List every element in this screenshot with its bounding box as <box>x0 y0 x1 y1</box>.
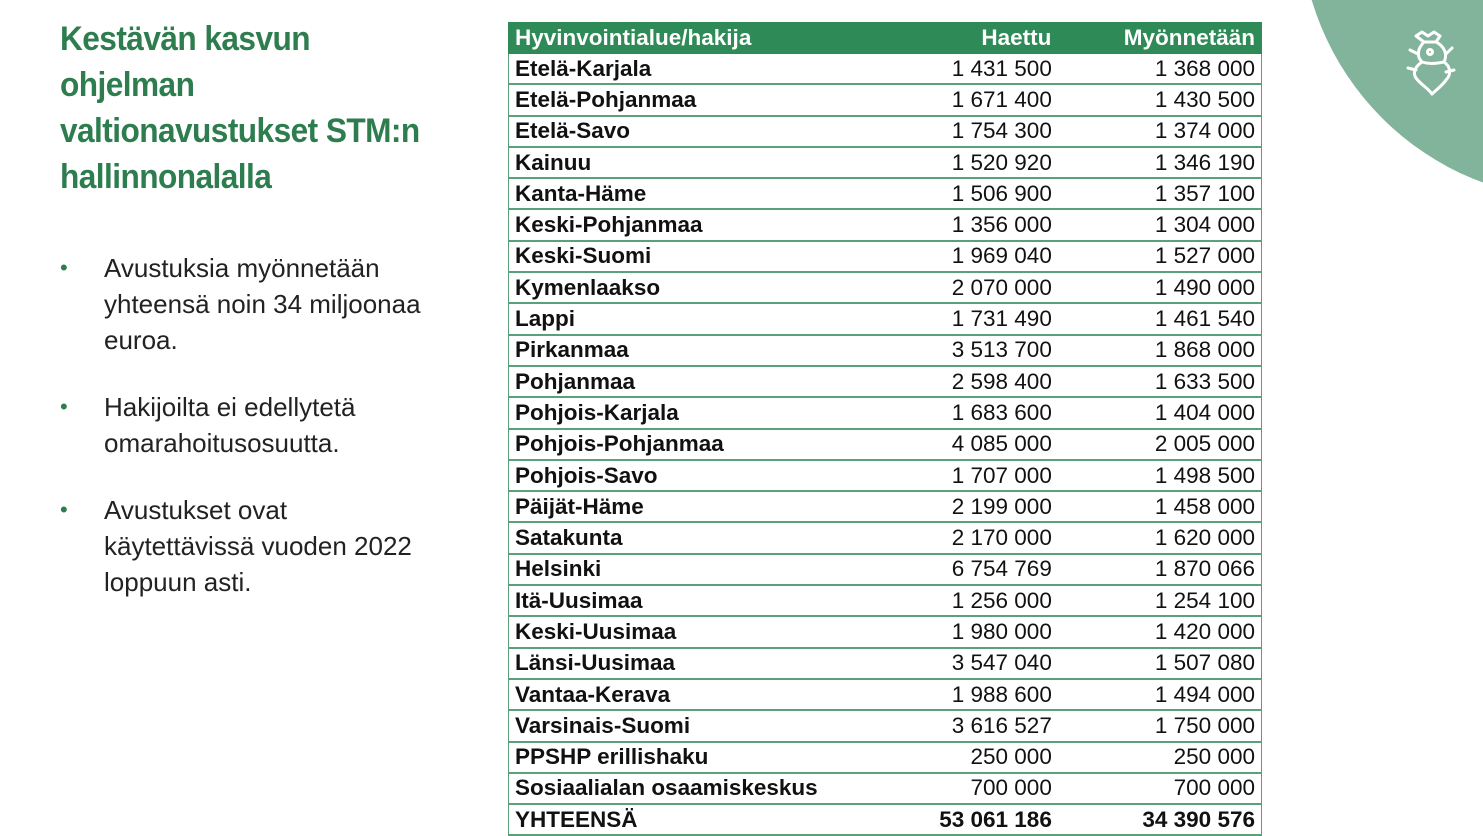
granted-cell: 700 000 <box>1058 773 1262 804</box>
bullet-item <box>60 250 440 358</box>
region-cell: Etelä-Savo <box>509 116 909 147</box>
table-row <box>509 54 1262 85</box>
granted-cell: 1 420 000 <box>1058 616 1262 647</box>
granted-cell: 34 390 576 <box>1058 804 1262 835</box>
applied-cell: 250 000 <box>908 742 1058 773</box>
granted-cell: 1 430 500 <box>1058 84 1262 115</box>
applied-cell: 53 061 186 <box>908 804 1058 835</box>
region-cell: Varsinais-Suomi <box>509 710 909 741</box>
applied-cell: 3 616 527 <box>908 710 1058 741</box>
grants-table <box>508 22 1262 836</box>
region-cell: Pohjois-Karjala <box>509 397 909 428</box>
applied-cell: 1 356 000 <box>908 209 1058 240</box>
region-cell: Vantaa-Kerava <box>509 679 909 710</box>
granted-cell: 1 490 000 <box>1058 272 1262 303</box>
bullet-item <box>60 389 440 461</box>
region-cell: Pirkanmaa <box>509 335 909 366</box>
granted-cell: 1 254 100 <box>1058 585 1262 616</box>
slide-title: Kestävän kasvun ohjelman valtionavustukset STM:n hallinnonalalla <box>60 20 420 196</box>
table-row <box>509 522 1262 553</box>
region-cell: Pohjois-Pohjanmaa <box>509 429 909 460</box>
header-applied: Haettu <box>908 23 1058 54</box>
granted-cell: 1 357 100 <box>1058 178 1262 209</box>
table-row <box>509 147 1262 178</box>
table-row <box>509 460 1262 491</box>
table-body <box>509 54 1262 836</box>
table-row <box>509 429 1262 460</box>
table-row <box>509 616 1262 647</box>
granted-cell: 1 507 080 <box>1058 648 1262 679</box>
table-row <box>509 679 1262 710</box>
granted-cell: 1 304 000 <box>1058 209 1262 240</box>
applied-cell: 1 988 600 <box>908 679 1058 710</box>
table-row <box>509 710 1262 741</box>
granted-cell: 1 404 000 <box>1058 397 1262 428</box>
applied-cell: 1 683 600 <box>908 397 1058 428</box>
table-row <box>509 491 1262 522</box>
applied-cell: 1 431 500 <box>908 54 1058 85</box>
applied-cell: 4 085 000 <box>908 429 1058 460</box>
granted-cell: 1 633 500 <box>1058 366 1262 397</box>
region-cell: Lappi <box>509 303 909 334</box>
header-region: Hyvinvointialue/hakija <box>509 23 909 54</box>
heraldic-lion-icon <box>1402 28 1460 98</box>
bullet-item <box>60 492 440 600</box>
region-cell: Kainuu <box>509 147 909 178</box>
applied-cell: 1 671 400 <box>908 84 1058 115</box>
table-row <box>509 773 1262 804</box>
granted-cell: 250 000 <box>1058 742 1262 773</box>
applied-cell: 700 000 <box>908 773 1058 804</box>
bullet-icon: • <box>60 394 68 419</box>
granted-cell: 1 527 000 <box>1058 241 1262 272</box>
table-row <box>509 303 1262 334</box>
region-cell: Keski-Suomi <box>509 241 909 272</box>
region-cell: YHTEENSÄ <box>509 804 909 835</box>
applied-cell: 1 731 490 <box>908 303 1058 334</box>
applied-cell: 3 513 700 <box>908 335 1058 366</box>
table-row <box>509 272 1262 303</box>
applied-cell: 3 547 040 <box>908 648 1058 679</box>
table-row <box>509 585 1262 616</box>
region-cell: Kanta-Häme <box>509 178 909 209</box>
granted-cell: 1 374 000 <box>1058 116 1262 147</box>
region-cell: PPSHP erillishaku <box>509 742 909 773</box>
applied-cell: 2 070 000 <box>908 272 1058 303</box>
granted-cell: 1 494 000 <box>1058 679 1262 710</box>
header-granted: Myönnetään <box>1058 23 1262 54</box>
applied-cell: 1 980 000 <box>908 616 1058 647</box>
region-cell: Etelä-Karjala <box>509 54 909 85</box>
region-cell: Keski-Uusimaa <box>509 616 909 647</box>
region-cell: Länsi-Uusimaa <box>509 648 909 679</box>
region-cell: Helsinki <box>509 554 909 585</box>
applied-cell: 6 754 769 <box>908 554 1058 585</box>
applied-cell: 2 170 000 <box>908 522 1058 553</box>
region-cell: Päijät-Häme <box>509 491 909 522</box>
bullet-icon: • <box>60 255 68 280</box>
applied-cell: 1 506 900 <box>908 178 1058 209</box>
granted-cell: 1 750 000 <box>1058 710 1262 741</box>
granted-cell: 2 005 000 <box>1058 429 1262 460</box>
region-cell: Etelä-Pohjanmaa <box>509 84 909 115</box>
applied-cell: 2 199 000 <box>908 491 1058 522</box>
granted-cell: 1 498 500 <box>1058 460 1262 491</box>
applied-cell: 1 754 300 <box>908 116 1058 147</box>
table-row <box>509 742 1262 773</box>
granted-cell: 1 458 000 <box>1058 491 1262 522</box>
table-row <box>509 366 1262 397</box>
table-row <box>509 84 1262 115</box>
region-cell: Sosiaalialan osaamiskeskus <box>509 773 909 804</box>
region-cell: Pohjois-Savo <box>509 460 909 491</box>
table-row <box>509 241 1262 272</box>
bullet-icon: • <box>60 497 68 522</box>
table-row <box>509 178 1262 209</box>
applied-cell: 1 520 920 <box>908 147 1058 178</box>
applied-cell: 1 256 000 <box>908 585 1058 616</box>
region-cell: Keski-Pohjanmaa <box>509 209 909 240</box>
applied-cell: 1 969 040 <box>908 241 1058 272</box>
region-cell: Pohjanmaa <box>509 366 909 397</box>
granted-cell: 1 461 540 <box>1058 303 1262 334</box>
region-cell: Kymenlaakso <box>509 272 909 303</box>
applied-cell: 1 707 000 <box>908 460 1058 491</box>
bullet-text: Avustuksia myönnetään yhteensä noin 34 miljoonaa euroa. <box>104 253 421 355</box>
granted-cell: 1 620 000 <box>1058 522 1262 553</box>
region-cell: Itä-Uusimaa <box>509 585 909 616</box>
granted-cell: 1 346 190 <box>1058 147 1262 178</box>
table-row <box>509 116 1262 147</box>
bullet-text: Avustukset ovat käytettävissä vuoden 2022 loppuun asti. <box>104 495 412 597</box>
region-cell: Satakunta <box>509 522 909 553</box>
table-row <box>509 397 1262 428</box>
table-row <box>509 335 1262 366</box>
table-row <box>509 554 1262 585</box>
applied-cell: 2 598 400 <box>908 366 1058 397</box>
granted-cell: 1 870 066 <box>1058 554 1262 585</box>
table-header-row <box>509 23 1262 54</box>
table-row <box>509 648 1262 679</box>
granted-cell: 1 868 000 <box>1058 335 1262 366</box>
bullet-text: Hakijoilta ei edellytetä omarahoitusosuutta. <box>104 392 356 458</box>
table-row <box>509 209 1262 240</box>
granted-cell: 1 368 000 <box>1058 54 1262 85</box>
bullet-list <box>60 250 440 631</box>
